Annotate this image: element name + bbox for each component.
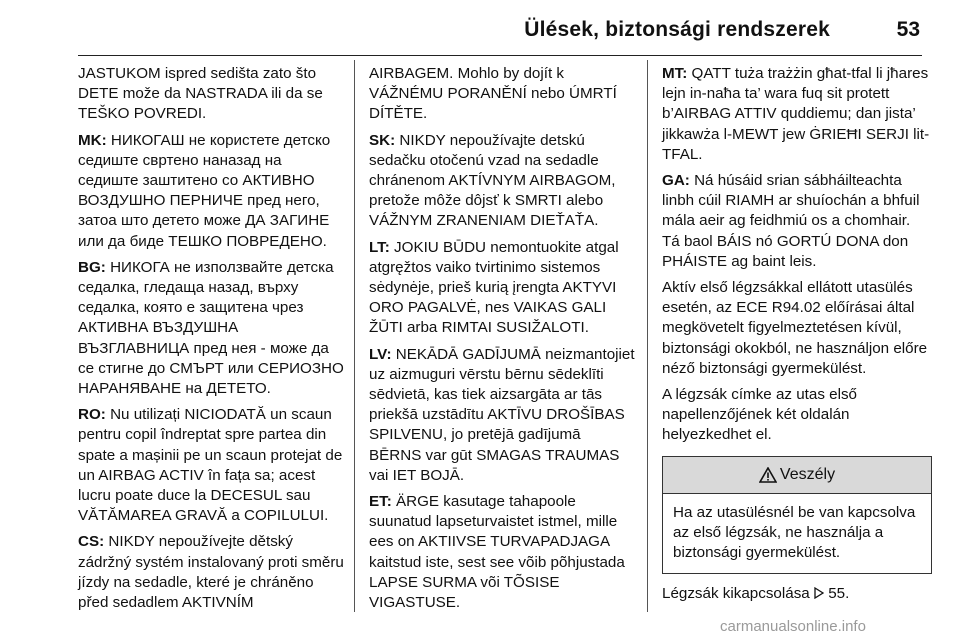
danger-title: Veszély: [779, 465, 836, 483]
paragraph-text: НИКОГА не използвайте детска седалка, гледаща назад, върху седалка, която е защитена чрез АКТИВНА ВЪЗДУШНА ВЪЗГЛАВНИЦА пред нея - може да се стигне до СМЪРТ или СЕРИОЗНО НАРАНЯВАНЕ на ДЕТЕТО.: [78, 258, 344, 398]
danger-callout: [662, 456, 932, 575]
paragraph: [78, 131, 346, 252]
column-middle: [369, 64, 637, 619]
paragraph-text: QATT tuża trażżin għat-tfal li jħares lejn in-naħa ta’ wara fuq sit protett b’AIRBAG ATTIV quddiemu; dan jista’ jikkawża l-MEWT jew ĠRIEĦI SERJI lit-TFAL.: [662, 65, 930, 163]
column-divider-1: [354, 60, 355, 612]
arrow-reference-icon: [814, 587, 824, 599]
language-code: ET:: [369, 493, 392, 511]
paragraph-text: A légzsák címke az utas első napellenzőjének két oldalán helyezkedhet el.: [662, 386, 857, 444]
column-left: [78, 64, 346, 619]
paragraph-text: НИКОГАШ не користете детско седиште свртено наназад на седиште заштитено со АКТИВНО ВОЗДУШНО ПЕРНИЧЕ пред него, затоа што детето може ДА ЗАГИНЕ или да биде ТЕШКО ПОВРЕДЕНО.: [78, 131, 331, 250]
language-code: LV:: [369, 345, 392, 363]
danger-text: Ha az utasülésnél be van kapcsolva az első légzsák, ne használja a biztonsági gyermekülést.: [673, 503, 916, 562]
language-code: BG:: [78, 258, 106, 276]
language-code: CS:: [78, 533, 105, 551]
paragraph: [78, 64, 346, 125]
language-code: MT:: [662, 65, 688, 82]
paragraph-text: Nu utilizați NICIODATĂ un scaun pentru copil îndreptat spre partea din spate a mașinii pe un scaun protejat de un AIRBAG ACTIV în fața sa; acest lucru poate duce la DECESUL sau VĂTĂMAREA GRAVĂ a COPILULUI.: [78, 406, 343, 525]
language-code: SK:: [369, 131, 396, 149]
paragraph-text: Aktív első légzsákkal ellátott utasülés esetén, az ECE R94.02 előírásai által megkövetelt figyelmeztetésen kívül, biztonsági okokból, ne használjon előre néző biztonsági gyermekülést.: [662, 279, 928, 377]
paragraph: [662, 64, 930, 165]
paragraph: [662, 385, 930, 446]
watermark: carmanualsonline.info: [720, 618, 866, 635]
paragraph-text: Ná húsáid srian sábháilteachta linbh cúil RIAMH ar shuíochán a bhfuil mála aeir ag feidhmiú os a chomhair. Tá baol BÁIS nó GORTÚ DONA don PHÁISTE ag baint leis.: [662, 172, 920, 270]
paragraph: [78, 532, 346, 613]
paragraph: [369, 64, 637, 125]
paragraph: [369, 345, 637, 486]
header-divider: [78, 55, 922, 56]
paragraph: [369, 131, 637, 232]
column-divider-2: [647, 60, 648, 612]
danger-header: [663, 457, 931, 494]
language-code: LT:: [369, 238, 390, 256]
language-code: MK:: [78, 131, 107, 149]
paragraph: [369, 238, 637, 339]
paragraph: [662, 278, 930, 379]
paragraph-text: NIKDY nepoužívejte dětský zádržný systém instalovaný proti směru jízdy na sedadle, které je chráněno před sedadlem AKTIVNÍM: [78, 533, 344, 612]
section-title: Ülések, biztonsági rendszerek: [524, 18, 830, 41]
paragraph: [662, 171, 930, 272]
language-code: GA:: [662, 172, 690, 190]
page-number: 53: [896, 18, 920, 41]
warning-triangle-icon: [759, 467, 777, 483]
language-code: RO:: [78, 406, 106, 424]
paragraph-text: JOKIU BŪDU nemontuokite atgal atgręžtos vaiko tvirtinimo sistemos sėdynėje, prieš kurią įrengta AKTYVI ORO PAGALVĖ, nes VAIKAS GALI ŽŪTI arba RIMTAI SUSIŽALOTI.: [369, 238, 619, 337]
xref-text: Légzsák kikapcsolása: [662, 585, 810, 603]
xref-page[interactable]: 55.: [828, 585, 850, 603]
paragraph-text: ÄRGE kasutage tahapoole suunatud lapseturvaistet istmel, mille ees on AKTIIVSE TURVAPADJAGA kaitstud iste, sest see võib põhjustada LAPSE SURMA või TÕSISE VIGASTUSE.: [369, 493, 625, 612]
paragraph: [78, 405, 346, 526]
paragraph-text: AIRBAGEM. Mohlo by dojít k VÁŽNÉMU PORANĚNÍ nebo ÚMRTÍ DÍTĚTE.: [369, 65, 617, 123]
paragraph: [78, 258, 346, 399]
paragraph-text: NIKDY nepoužívajte detskú sedačku otočenú vzad na sedadle chránenom AKTÍVNYM AIRBAGOM, pretože môže dôjsť k SMRTI alebo VÁŽNYM ZRANENIAM DIEŤAŤA.: [369, 131, 616, 230]
page-header: [0, 0, 960, 56]
paragraph-text: NEKĀDĀ GADĪJUMĀ neizmantojiet uz aizmuguri vērstu bērnu sēdeklīti sēdvietā, kas tiek aizsargāta ar tās priekšā uzstādītu AKTĪVU DROŠĪBAS SPILVENU, jo pretējā gadījumā BĒRNS var gūt SMAGAS TRAUMAS vai IET BOJĀ.: [369, 345, 635, 484]
column-right: [662, 64, 930, 610]
paragraph: [369, 492, 637, 613]
paragraph-text: JASTUKOM ispred sedišta zato što DETE može da NASTRADA ili da se TEŠKO POVREDI.: [78, 65, 323, 123]
cross-reference: [662, 584, 930, 604]
